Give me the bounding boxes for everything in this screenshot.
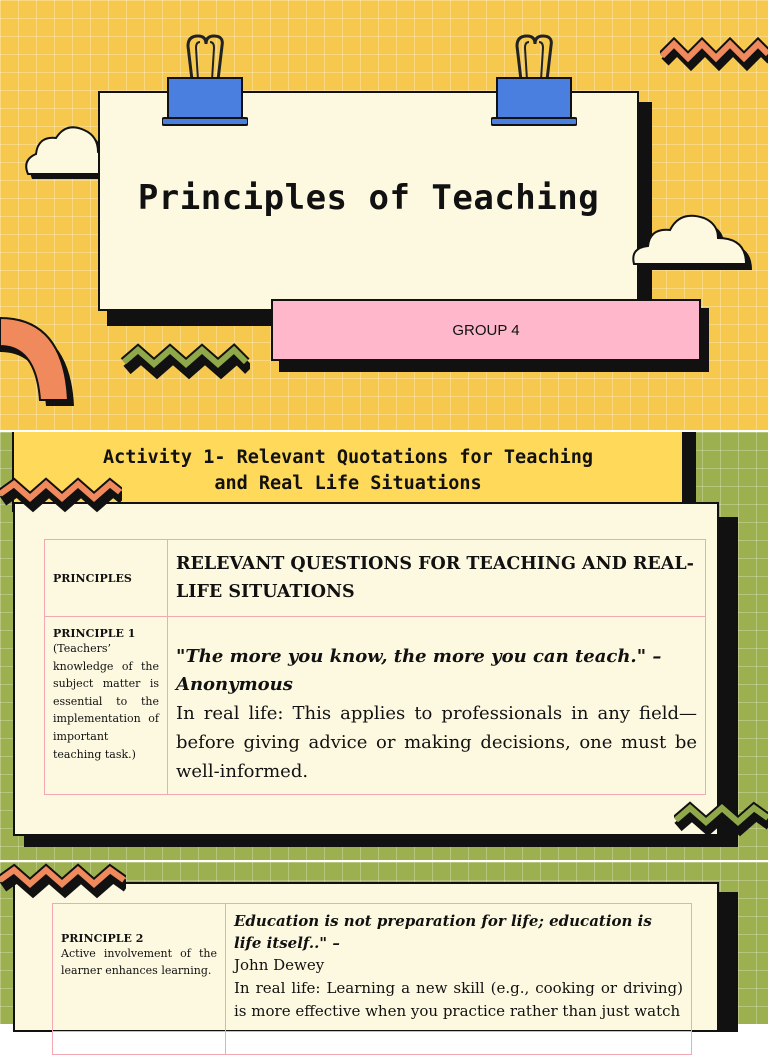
principle-label: PRINCIPLE 1: [53, 627, 136, 640]
principle-cell: [45, 617, 168, 795]
zigzag-orange-left-2-decoration: [0, 862, 126, 904]
quote-cell: [168, 617, 706, 795]
page-title: Principles of Teaching: [137, 178, 600, 218]
group-label: GROUP 4: [452, 321, 520, 339]
quote-text: "The more you know, the more you can teach." –: [176, 646, 662, 667]
real-life-text: In real life: This applies to professionals in any field—before giving advice or making decisions, one must be well-informed.: [176, 703, 697, 782]
binder-clip-right-icon: [491, 34, 577, 126]
cloud-right-decoration: [632, 214, 756, 272]
quote-text: Education is not preparation for life; education is life itself.." –: [234, 912, 652, 952]
zigzag-green-right-decoration: [674, 800, 768, 842]
header-principles: PRINCIPLES: [45, 540, 168, 617]
banner-title-line1: Activity 1- Relevant Quotations for Teaching: [102, 447, 594, 468]
principle-label: PRINCIPLE 2: [61, 932, 144, 945]
quote-cell: [226, 904, 692, 1032]
quotations-table-2: [52, 903, 692, 1055]
zigzag-orange-left-decoration: [0, 476, 122, 518]
group-label-box: [271, 299, 701, 361]
orange-arc-decoration: [0, 312, 80, 408]
principle-description: (Teachers’ knowledge of the subject matter is essential to the implementation of important teaching task.): [53, 642, 159, 761]
zigzag-green-decoration: [120, 342, 250, 388]
table-row-empty: [53, 1032, 692, 1055]
table-row: [45, 617, 706, 795]
principle-cell: [53, 904, 226, 1032]
banner-title-line2: and Real Life Situations: [214, 473, 482, 494]
real-life-text: In real life: Learning a new skill (e.g., cooking or driving) is more effective when you practice rather than just watch: [234, 979, 683, 1020]
binder-clip-left-icon: [162, 34, 248, 126]
header-relevant-questions: RELEVANT QUESTIONS FOR TEACHING AND REAL-LIFE SITUATIONS: [168, 540, 706, 617]
principle-description: Active involvement of the learner enhances learning.: [61, 947, 217, 977]
table-row: [53, 904, 692, 1032]
quote-author: Anonymous: [176, 674, 293, 695]
quote-author: John Dewey: [234, 956, 325, 974]
table-header-row: [45, 540, 706, 617]
quotations-table: [44, 539, 706, 795]
zigzag-orange-top-right-decoration: [660, 36, 768, 80]
